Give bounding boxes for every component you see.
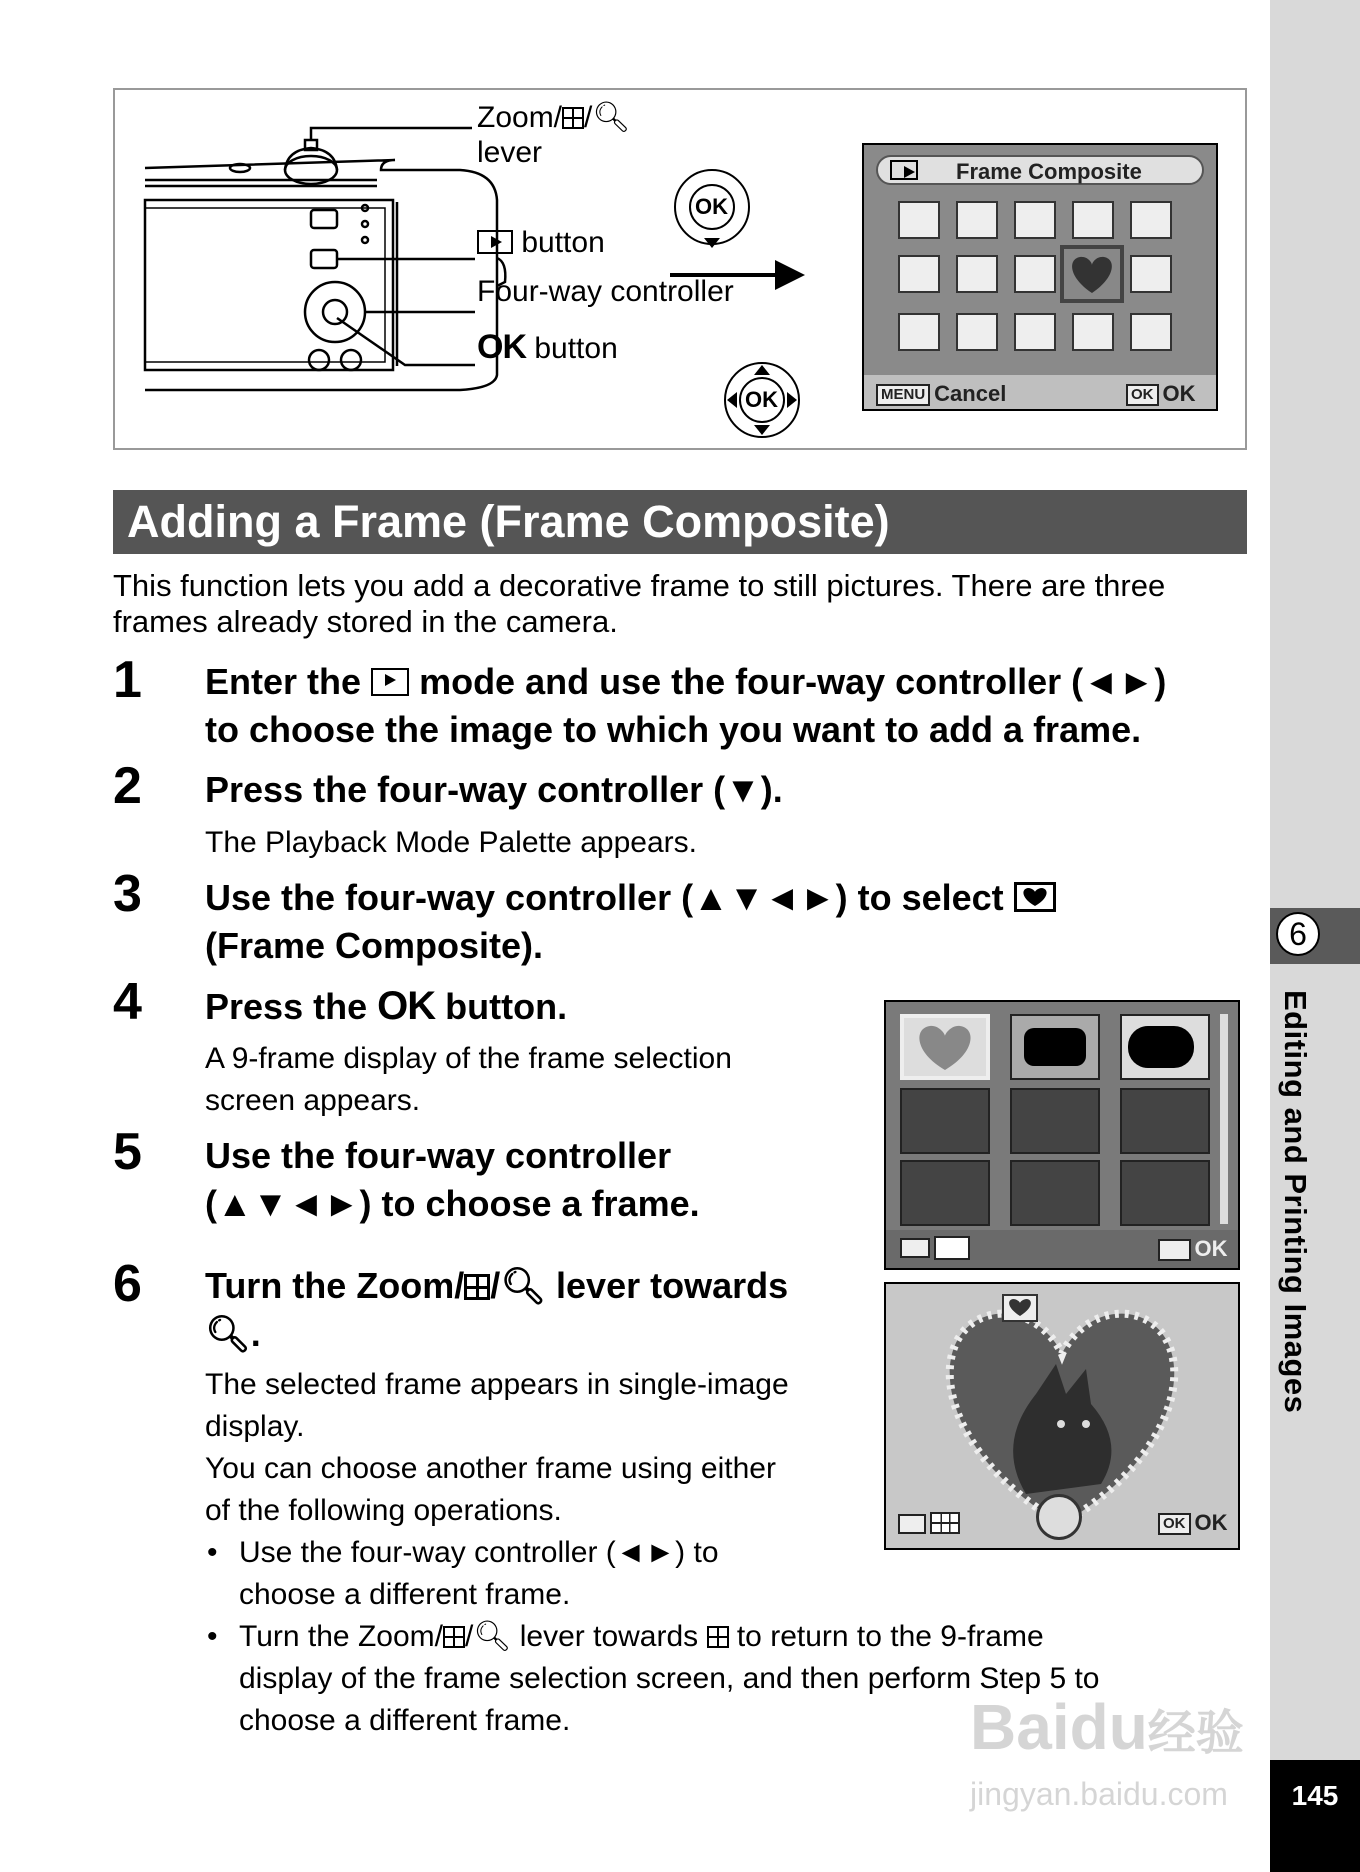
bullet-2-text-d: to return to the 9-frame [736,1620,1044,1653]
chapter-title: Editing and Printing Images [1278,990,1313,1414]
ok-guide [1126,381,1196,407]
frame-composite-icon [1014,882,1056,912]
step-6-text-a: Turn the Zoom/ [205,1265,465,1306]
ok-label: OK [1194,1236,1228,1261]
magnify-icon: 🔍︎ [500,1265,547,1306]
ok-glyph: OK [377,984,436,1028]
four-way-controller-icon [1036,1494,1082,1540]
step-4-body [205,1038,732,1122]
palette-icon-slideshow [956,201,998,239]
step-3-text-a: Use the four-way controller (▲▼◄►) to select [205,877,1004,918]
heart-icon [1064,249,1120,299]
bullet-1-line-1: Use the four-way controller (◄►) to [239,1536,719,1569]
step-4-text-b: button. [445,986,568,1027]
grid-view-icon [443,1626,465,1648]
frame-thumb-cloud [1120,1014,1210,1080]
9-frame-bottom-bar [886,1230,1238,1268]
step-4-text-a: Press the [205,986,368,1027]
bullet-2-text-b: / [464,1620,474,1653]
baidu-jingyan-watermark [960,1690,1280,1820]
step-1-text-a: Enter the [205,661,362,702]
magnify-icon: 🔍︎ [205,1313,251,1354]
ok-button-callout [477,328,618,367]
grid-view-icon [898,1514,926,1534]
frame-composite-badge [1002,1294,1038,1322]
frame-thumb-empty [1010,1088,1100,1154]
frame-thumb-empty [1120,1160,1210,1226]
scrollbar [1220,1014,1228,1224]
palette-icon-filter [956,255,998,293]
playback-button-callout [477,226,605,260]
watermark-text-3: 经验 [1147,1707,1244,1760]
palette-icon-shake [898,201,940,239]
cancel-label: Cancel [934,381,1007,406]
step-3-number: 3 [113,865,142,923]
step-1-heading [205,658,1166,754]
palette-icon-protect [956,313,998,351]
cancel-guide [876,381,1006,407]
step-3-heading [205,874,1056,970]
palette-icon-movie-edit [1014,255,1056,293]
playback-button-label: button [521,226,605,259]
bullet-2-line-3: choose a different frame. [239,1704,571,1737]
lever-callout: lever [477,136,543,169]
grid-view-icon [464,1274,490,1300]
step-5-heading [205,1132,700,1228]
ok-dial-text-bottom: OK [745,387,778,412]
ok-guide [1158,1236,1228,1262]
heart-icon [904,1018,986,1076]
magnify-icon: 🔍︎ [592,101,631,134]
palette-icon-red-eye [1130,255,1172,293]
step-4-body-line-1: A 9-frame display of the frame selection [205,1042,732,1075]
palette-icon-voice-memo [898,313,940,351]
frame-thumb-empty [900,1160,990,1226]
bullet-1-line-2: choose a different frame. [239,1578,571,1611]
menu-key: MENU [876,384,930,406]
frame-composite-palette-screen [862,143,1218,411]
palette-icon-rotate [898,255,940,293]
step-5-text-a: Use the four-way controller [205,1135,672,1176]
ok-key: OK [1158,1513,1191,1535]
heart-icon [1004,1296,1036,1320]
step-6-text-b: / [490,1265,501,1306]
zoom-label: Zoom/ [477,101,563,134]
palette-icon-crop [1072,201,1114,239]
palette-icon-dpof [1014,313,1056,351]
grid-view-icon [707,1626,729,1648]
step-1-text-c: to choose the image to which you want to add a frame. [205,709,1142,750]
ok-key: OK [1158,1239,1191,1261]
single-view-icon [934,1236,970,1260]
chapter-number: 6 [1276,912,1320,956]
step-2-body: The Playback Mode Palette appears. [205,826,697,859]
step-6-heading [205,1262,788,1358]
intro-paragraph: This function lets you add a decorative frame to still pictures. There are three frames already stored in the camera. [113,568,1166,639]
ok-guide [1158,1510,1228,1536]
step-6-text-d: . [250,1313,261,1354]
ok-glyph: OK [477,328,526,366]
ok-key: OK [1126,384,1159,406]
bullet-2-line-2: display of the frame selection screen, and then perform Step 5 to [239,1662,1100,1695]
magnify-key-icon [900,1238,930,1258]
bullet-2-text-c: lever towards [519,1620,699,1653]
palette-icon-copy [1130,201,1172,239]
zoom-lever-callout [477,100,630,135]
four-way-callout: Four-way controller [477,275,734,308]
step-6-body [205,1364,789,1532]
palette-icon-recover [1072,313,1114,351]
watermark-url: jingyan.baidu.com [970,1776,1228,1812]
frame-thumb-heart [900,1014,990,1080]
frame-single-image-screen [884,1282,1240,1550]
step-4-body-line-2: screen appears. [205,1084,421,1117]
playback-icon [371,668,409,696]
ok-label: OK [1194,1510,1228,1535]
step-2-number: 2 [113,757,142,815]
step-6-text-c: lever towards [556,1265,789,1306]
grid-view-icon [562,107,584,129]
watermark-text-2: du [1069,1691,1148,1763]
frame-thumb-empty [900,1088,990,1154]
step-6-number: 6 [113,1255,142,1313]
step-6-body-line-1: The selected frame appears in single-image [205,1368,789,1401]
ok-label: OK [1162,381,1196,406]
step-6-body-line-4: of the following operations. [205,1494,562,1527]
frame-thumb-flowers [1010,1014,1100,1080]
watermark-text-1: Bai [970,1691,1070,1763]
step-2-heading: Press the four-way controller (▼). [205,769,783,810]
step-4-number: 4 [113,973,142,1031]
playback-icon [477,230,513,254]
step-4-heading [205,982,567,1031]
ok-button-label: button [534,332,618,365]
section-title: Adding a Frame (Frame Composite) [113,490,1247,554]
step-6-bullet-1 [205,1532,719,1616]
palette-icon-resize [1014,201,1056,239]
frame-thumb-empty [1010,1160,1100,1226]
palette-title-bar [876,155,1204,185]
frame-selection-9-frame-screen [884,1000,1240,1270]
zoom-label-sep: / [584,101,593,134]
step-5-number: 5 [113,1123,142,1181]
step-6-body-line-3: You can choose another frame using either [205,1452,776,1485]
page-number: 145 [1270,1760,1360,1872]
palette-bottom-bar [864,375,1216,409]
palette-icon-start-screen [1130,313,1172,351]
ok-dial-text-top: OK [695,194,728,219]
step-5-text-b: (▲▼◄►) to choose a frame. [205,1183,700,1224]
step-3-text-b: (Frame Composite). [205,925,544,966]
step-1-text-b: mode and use the four-way controller (◄►) [419,661,1167,702]
palette-title: Frame Composite [956,159,1142,184]
step-6-body-line-2: display. [205,1410,305,1443]
palette-icon-frame-composite [1060,245,1124,303]
bullet-2-text-a: Turn the Zoom/ [239,1620,443,1653]
playback-icon [890,160,918,180]
step-1-number: 1 [113,651,142,709]
frame-thumb-empty [1120,1088,1210,1154]
grid-layout-icon [930,1512,960,1534]
magnify-icon: 🔍︎ [473,1620,512,1653]
